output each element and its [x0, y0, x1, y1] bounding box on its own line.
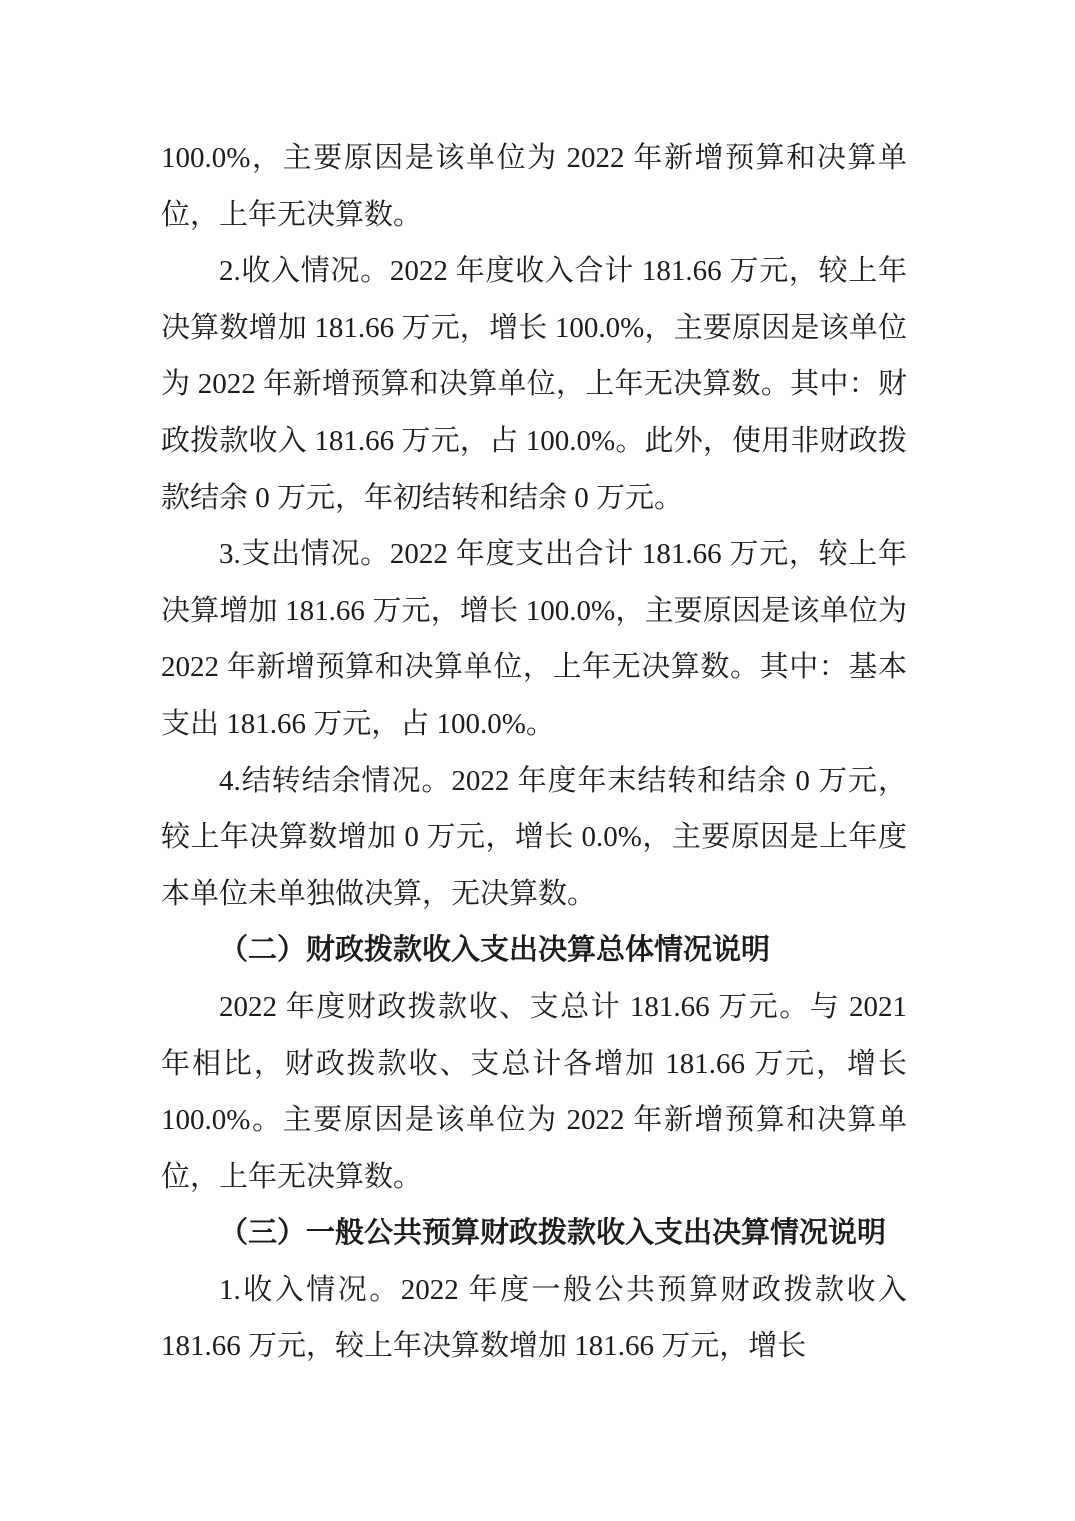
text-line: 政拨款收入 181.66 万元，占 100.0%。此外，使用非财政拨	[161, 424, 907, 457]
text-line: 2022 年新增预算和决算单位，上年无决算数。其中：基本	[161, 651, 907, 684]
text-line: 为 2022 年新增预算和决算单位，上年无决算数。其中：财	[161, 368, 907, 401]
section-heading: （二）财政拨款收入支出决算总体情况说明	[219, 934, 771, 967]
text-line: 2.收入情况。2022 年度收入合计 181.66 万元，较上年	[219, 255, 907, 288]
text-line: 181.66 万元，较上年决算数增加 181.66 万元，增长	[161, 1330, 807, 1363]
text-line: 支出 181.66 万元，占 100.0%。	[161, 707, 555, 740]
text-line: 年相比，财政拨款收、支总计各增加 181.66 万元，增长	[161, 1047, 907, 1080]
text-line: 款结余 0 万元，年初结转和结余 0 万元。	[161, 481, 684, 514]
text-line: 100.0%，主要原因是该单位为 2022 年新增预算和决算单	[161, 142, 907, 174]
text-line: 位，上年无决算数。	[161, 198, 423, 231]
text-block	[161, 130, 907, 1375]
section-heading: （三）一般公共预算财政拨款收入支出决算情况说明	[219, 1217, 887, 1250]
text-line: 3.支出情况。2022 年度支出合计 181.66 万元，较上年	[219, 538, 907, 571]
text-line: 4.结转结余情况。2022 年度年末结转和结余 0 万元，	[219, 764, 907, 797]
text-line: 决算增加 181.66 万元，增长 100.0%，主要原因是该单位为	[161, 594, 907, 627]
text-line: 1.收入情况。2022 年度一般公共预算财政拨款收入	[219, 1273, 907, 1306]
text-line: 本单位未单独做决算，无决算数。	[161, 877, 597, 910]
text-line: 100.0%。主要原因是该单位为 2022 年新增预算和决算单	[161, 1104, 907, 1137]
text-line: 决算数增加 181.66 万元，增长 100.0%，主要原因是该单位	[161, 311, 907, 344]
text-line: 较上年决算数增加 0 万元，增长 0.0%，主要原因是上年度	[161, 821, 907, 854]
text-line: 位，上年无决算数。	[161, 1160, 423, 1193]
text-line: 2022 年度财政拨款收、支总计 181.66 万元。与 2021	[219, 990, 907, 1023]
